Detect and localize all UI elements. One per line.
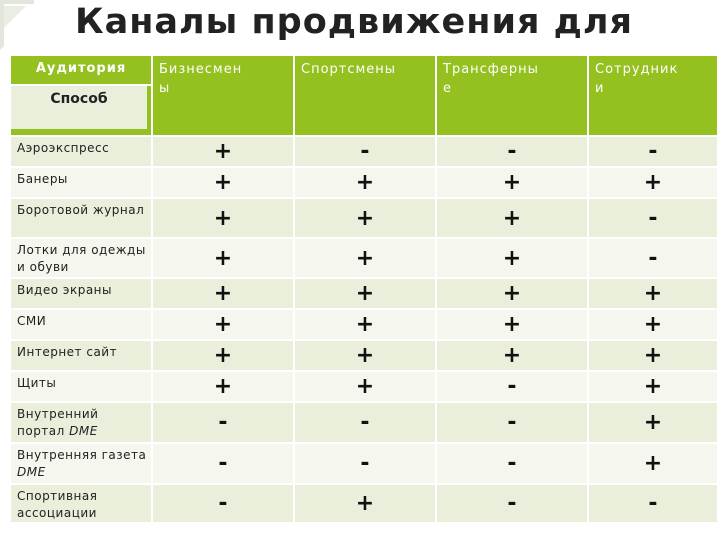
minus-mark: -: [588, 484, 718, 523]
plus-mark: +: [152, 340, 294, 371]
minus-mark: -: [436, 402, 588, 443]
row-label: Спортивная ассоциации: [10, 484, 152, 523]
minus-mark: -: [436, 484, 588, 523]
minus-mark: -: [152, 402, 294, 443]
plus-mark: +: [588, 309, 718, 340]
plus-mark: +: [152, 371, 294, 402]
plus-mark: +: [436, 309, 588, 340]
plus-mark: +: [152, 238, 294, 278]
table-row: [10, 136, 718, 167]
table-row: [10, 443, 718, 484]
plus-mark: +: [294, 167, 436, 198]
table-row: [10, 167, 718, 198]
table-row: [10, 278, 718, 309]
row-label: Банеры: [10, 167, 152, 198]
minus-mark: -: [294, 443, 436, 484]
table-row: [10, 340, 718, 371]
plus-mark: +: [588, 278, 718, 309]
method-header-label: Способ: [11, 86, 147, 129]
minus-mark: -: [294, 136, 436, 167]
plus-mark: +: [436, 278, 588, 309]
row-label-italic: DME: [17, 465, 46, 479]
column-header-employees: Сотрудник и: [588, 55, 718, 136]
row-label: Аэроэкспресс: [10, 136, 152, 167]
plus-mark: +: [436, 167, 588, 198]
plus-mark: +: [436, 238, 588, 278]
page-title: Каналы продвижения для: [75, 2, 634, 42]
row-label-text: Внутренний портал: [17, 407, 99, 438]
minus-mark: -: [588, 198, 718, 238]
table-header-row: [10, 55, 718, 136]
minus-mark: -: [436, 371, 588, 402]
plus-mark: +: [294, 309, 436, 340]
plus-mark: +: [294, 278, 436, 309]
row-label: Лотки для одежды и обуви: [10, 238, 152, 278]
minus-mark: -: [436, 136, 588, 167]
plus-mark: +: [294, 198, 436, 238]
table-row: [10, 309, 718, 340]
minus-mark: -: [436, 443, 588, 484]
row-label-text: Внутренняя газета: [17, 448, 147, 462]
plus-mark: +: [294, 238, 436, 278]
plus-mark: +: [588, 340, 718, 371]
minus-mark: -: [152, 484, 294, 523]
corner-header-cell: [10, 55, 152, 136]
row-label: Боротовой журнал: [10, 198, 152, 238]
column-header-businessmen: Бизнесмен ы: [152, 55, 294, 136]
table-body: [10, 136, 718, 523]
corner-arrow-decoration: [0, 0, 40, 60]
plus-mark: +: [152, 167, 294, 198]
plus-mark: +: [152, 136, 294, 167]
row-label: [10, 402, 152, 443]
plus-mark: +: [588, 443, 718, 484]
audience-header-label: Аудитория: [11, 56, 151, 86]
row-label-italic: DME: [69, 424, 98, 438]
channels-table: [9, 54, 719, 524]
table-row: [10, 371, 718, 402]
row-label: Щиты: [10, 371, 152, 402]
table-row: [10, 402, 718, 443]
minus-mark: -: [588, 238, 718, 278]
plus-mark: +: [294, 371, 436, 402]
table-row: [10, 238, 718, 278]
plus-mark: +: [152, 309, 294, 340]
column-header-athletes: Спортсмены: [294, 55, 436, 136]
plus-mark: +: [436, 198, 588, 238]
plus-mark: +: [588, 371, 718, 402]
minus-mark: -: [152, 443, 294, 484]
plus-mark: +: [294, 340, 436, 371]
row-label: Видео экраны: [10, 278, 152, 309]
plus-mark: +: [588, 402, 718, 443]
plus-mark: +: [588, 167, 718, 198]
minus-mark: -: [588, 136, 718, 167]
table-row: [10, 198, 718, 238]
plus-mark: +: [152, 278, 294, 309]
plus-mark: +: [436, 340, 588, 371]
table-row: [10, 484, 718, 523]
minus-mark: -: [294, 402, 436, 443]
column-header-transfer: Трансферны е: [436, 55, 588, 136]
row-label: [10, 443, 152, 484]
plus-mark: +: [152, 198, 294, 238]
row-label: СМИ: [10, 309, 152, 340]
plus-mark: +: [294, 484, 436, 523]
row-label: Интернет сайт: [10, 340, 152, 371]
